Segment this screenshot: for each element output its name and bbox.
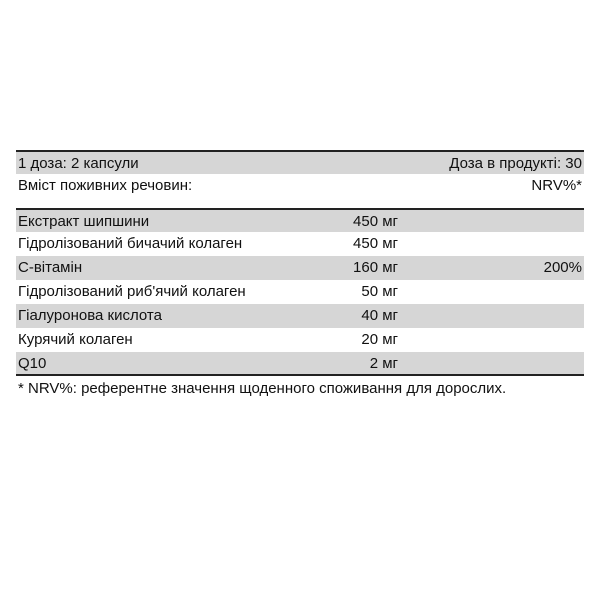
nutrient-amount: 450 мг xyxy=(353,235,398,252)
nutrient-amount: 160 мг xyxy=(353,259,398,276)
content-label: Вміст поживних речовин: xyxy=(18,177,193,194)
serving-size: 1 доза: 2 капсули xyxy=(18,155,139,172)
nutrient-row xyxy=(16,328,584,352)
nutrition-facts-table xyxy=(16,150,584,402)
nutrient-amount: 50 мг xyxy=(361,283,398,300)
section-spacer xyxy=(16,198,584,208)
nutrient-row xyxy=(16,280,584,304)
nutrient-amount: 450 мг xyxy=(353,213,398,230)
nutrient-name: Гідролізований бичачий колаген xyxy=(18,235,243,252)
servings-per-container: Доза в продукті: 30 xyxy=(449,155,582,172)
nrv-label: NRV%* xyxy=(531,177,582,194)
nrv-footnote: * NRV%: референтне значення щоденного споживання для дорослих. xyxy=(18,380,507,397)
nutrient-name: C-вітамін xyxy=(18,259,83,276)
nutrient-row xyxy=(16,208,584,232)
nutrient-nrv: 200% xyxy=(543,259,582,276)
nutrient-name: Екстракт шипшини xyxy=(18,213,150,230)
nutrient-row xyxy=(16,304,584,328)
nutrient-name: Гідролізований риб'ячий колаген xyxy=(18,283,246,300)
nutrient-row xyxy=(16,256,584,280)
nutrient-amount: 2 мг xyxy=(369,355,398,372)
nutrient-row xyxy=(16,232,584,256)
nutrient-row xyxy=(16,352,584,376)
serving-row xyxy=(16,150,584,174)
nutrient-amount: 20 мг xyxy=(361,331,398,348)
nutrient-name: Курячий колаген xyxy=(18,331,133,348)
nutrient-name: Q10 xyxy=(18,355,47,372)
content-header-row xyxy=(16,174,584,198)
nutrient-amount: 40 мг xyxy=(361,307,398,324)
nutrient-name: Гіалуронова кислота xyxy=(18,307,162,324)
